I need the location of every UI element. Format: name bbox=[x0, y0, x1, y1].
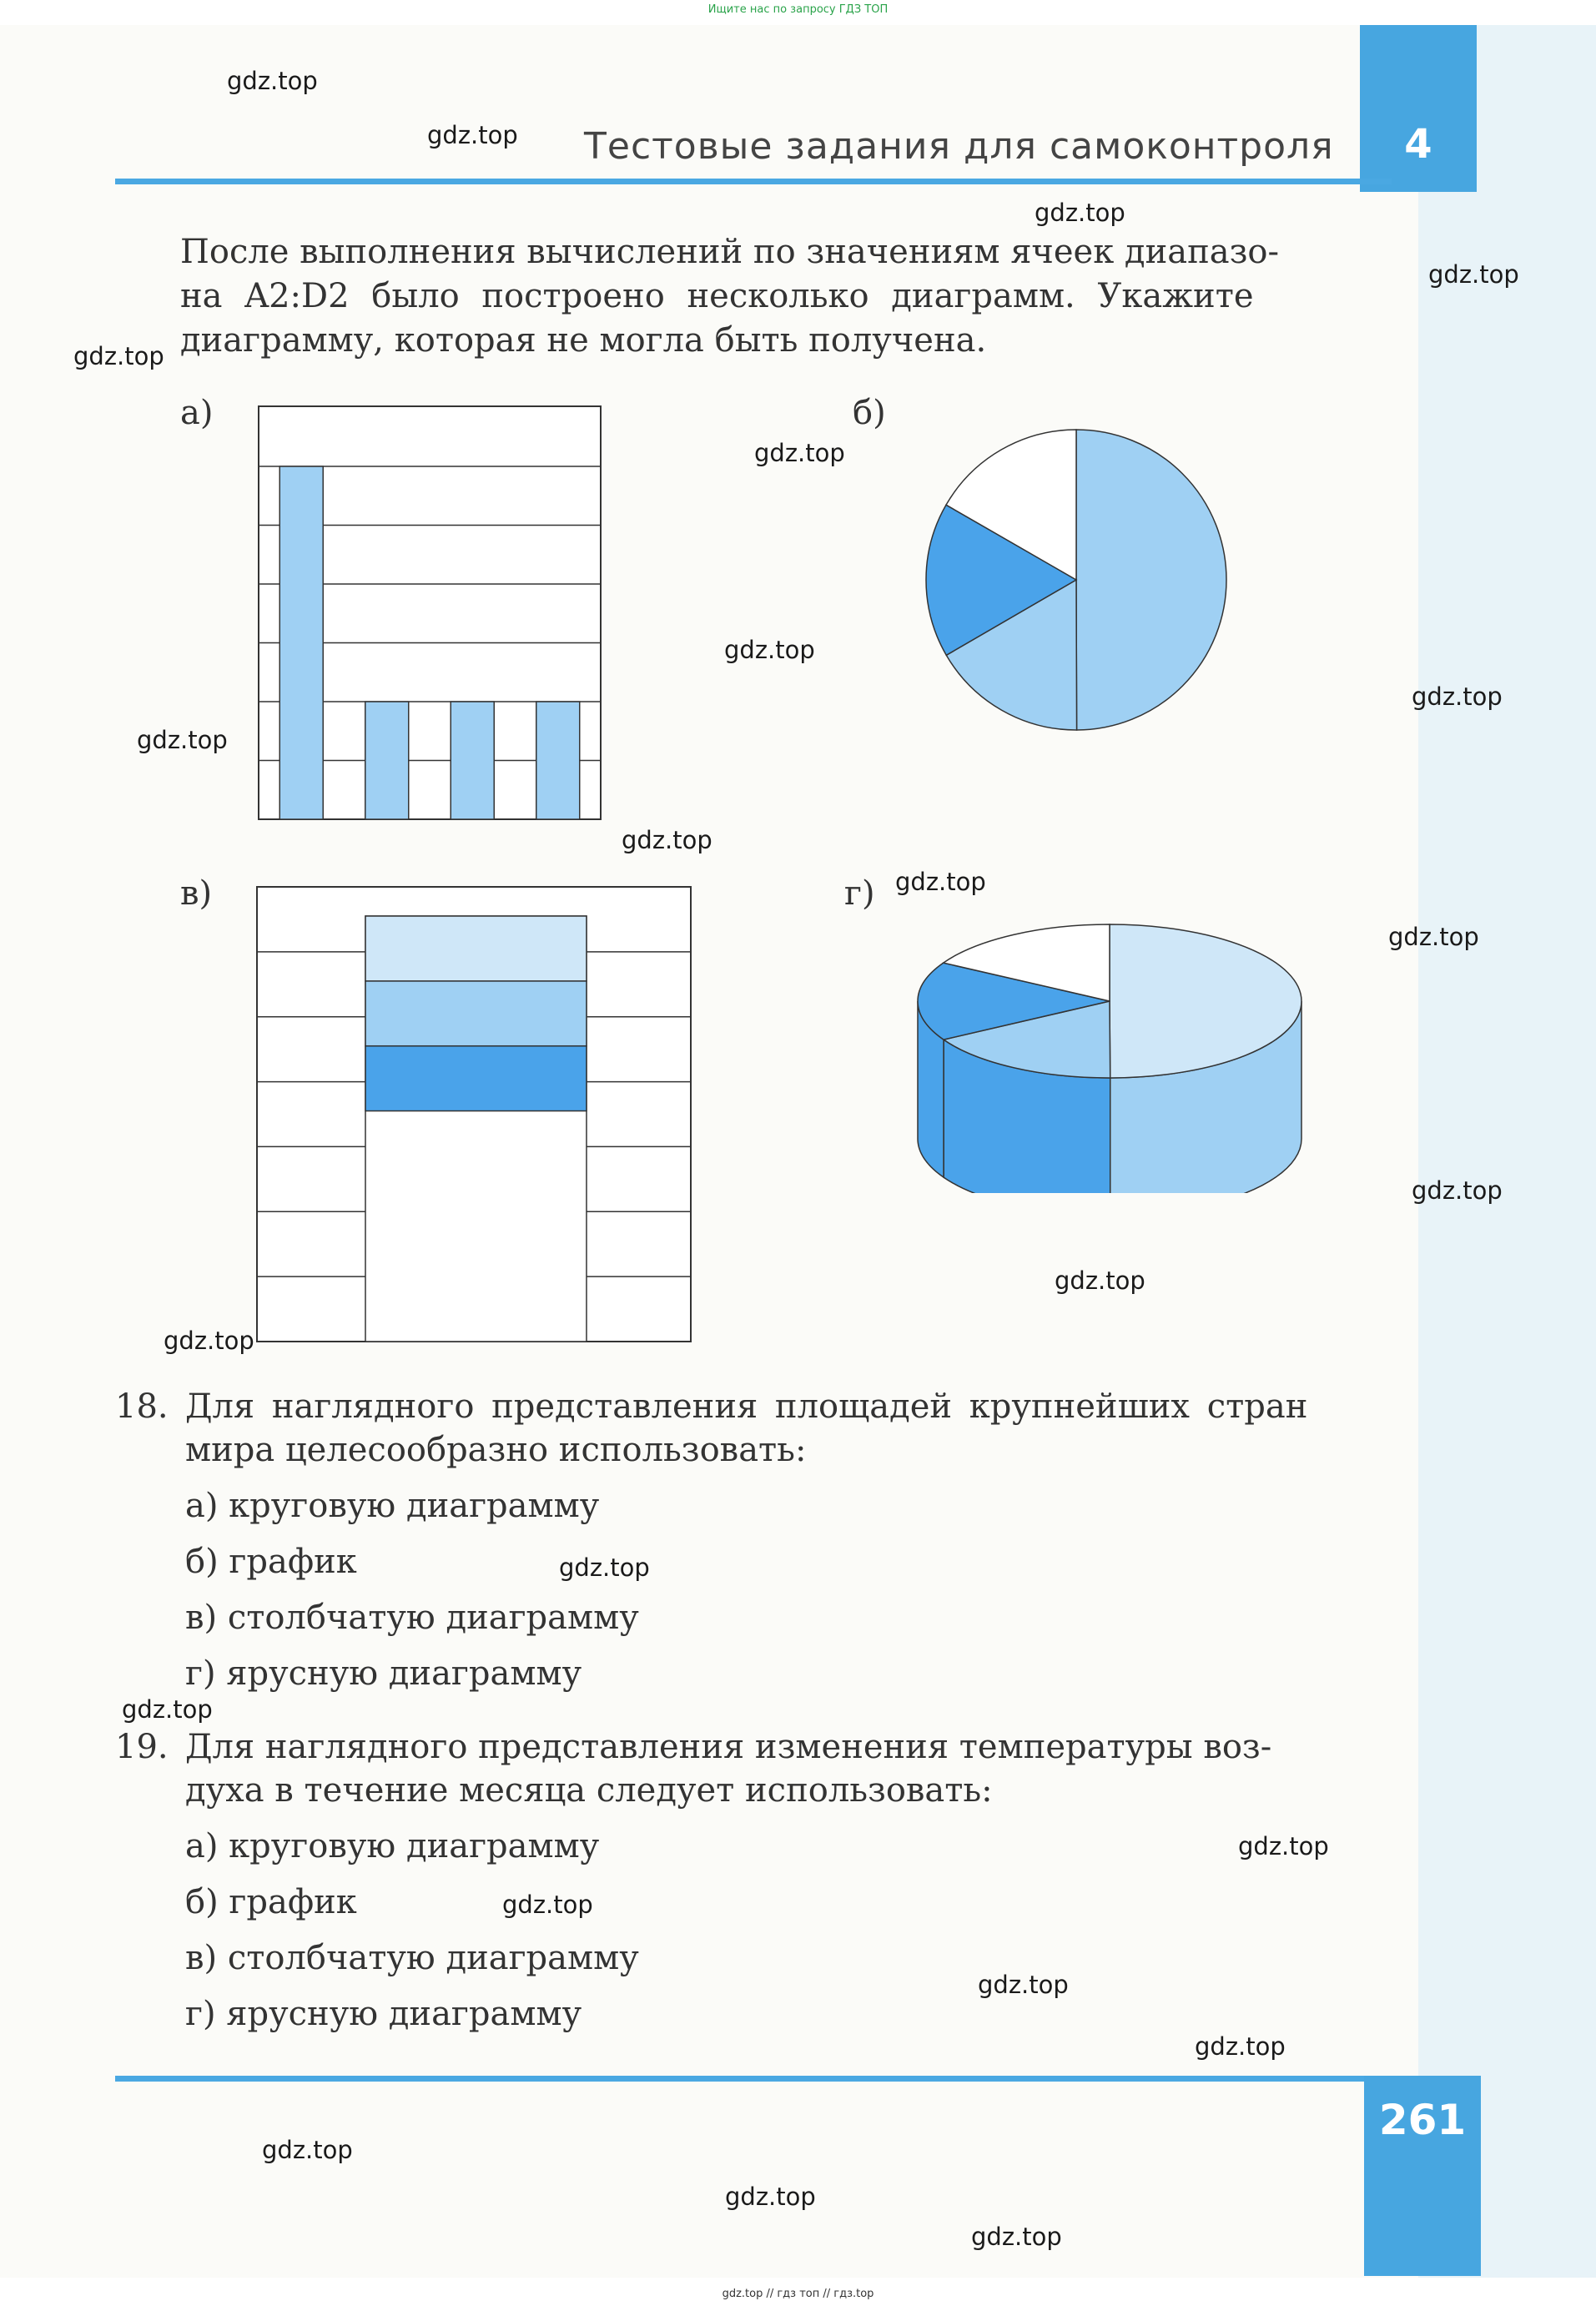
pie-slice bbox=[1076, 430, 1226, 730]
q18-line-1: Для наглядного представления площадей крупнейших стран bbox=[185, 1387, 1308, 1426]
header-divider bbox=[115, 179, 1392, 184]
intro-line-3: диаграмму, которая не могла быть получена. bbox=[180, 321, 987, 360]
watermark: gdz.top bbox=[1035, 199, 1125, 227]
bar bbox=[279, 466, 323, 819]
watermark: gdz.top bbox=[122, 1695, 213, 1724]
bar-chart-a bbox=[250, 402, 609, 828]
q19-number: 19. bbox=[115, 1728, 169, 1766]
pie3d-chart-g bbox=[909, 876, 1310, 1193]
bar bbox=[451, 702, 494, 819]
q19-option-a: а) круговую диаграмму bbox=[185, 1827, 600, 1865]
q19-option-b: б) график bbox=[185, 1883, 357, 1921]
watermark: gdz.top bbox=[262, 2136, 353, 2164]
stacked-chart-v bbox=[250, 880, 701, 1347]
q18-option-g: г) ярусную диаграмму bbox=[185, 1654, 582, 1693]
q18-option-b: б) график bbox=[185, 1543, 357, 1581]
top-note: Ищите нас по запросу ГДЗ ТОП bbox=[707, 3, 889, 16]
watermark: gdz.top bbox=[1238, 1832, 1329, 1860]
footer-divider bbox=[115, 2076, 1392, 2082]
margin-strip bbox=[1418, 25, 1596, 2278]
q18-option-v: в) столбчатую диаграмму bbox=[185, 1599, 639, 1637]
stack-segment bbox=[365, 916, 587, 981]
q19-option-v: в) столбчатую диаграмму bbox=[185, 1939, 639, 1977]
watermark: gdz.top bbox=[724, 636, 815, 664]
panel-label-a: а) bbox=[180, 394, 214, 432]
bar bbox=[365, 702, 409, 819]
watermark: gdz.top bbox=[978, 1971, 1069, 1999]
panel-label-v: в) bbox=[180, 874, 213, 913]
pie3d-slices bbox=[918, 924, 1301, 1193]
header-title: Тестовые задания для самоконтроля bbox=[584, 125, 1334, 168]
watermark: gdz.top bbox=[137, 726, 228, 754]
stack-segment bbox=[365, 1046, 587, 1111]
q18-option-a: а) круговую диаграмму bbox=[185, 1487, 600, 1525]
intro-line-1: После выполнения вычислений по значениям ячеек диапазо- bbox=[180, 233, 1279, 271]
page-number: 261 bbox=[1378, 2096, 1467, 2144]
watermark: gdz.top bbox=[754, 439, 845, 467]
watermark: gdz.top bbox=[1195, 2032, 1286, 2061]
watermark: gdz.top bbox=[1412, 682, 1503, 711]
stacked-bar bbox=[365, 916, 587, 1342]
panel-label-g: г) bbox=[844, 874, 875, 913]
q18-line-2: мира целесообразно использовать: bbox=[185, 1431, 807, 1469]
watermark: gdz.top bbox=[164, 1327, 254, 1355]
bottom-note: gdz.top // гдз топ // гдз.top bbox=[722, 2288, 874, 2300]
watermark: gdz.top bbox=[725, 2183, 816, 2211]
chapter-number: 4 bbox=[1404, 121, 1432, 168]
watermark: gdz.top bbox=[1412, 1176, 1503, 1205]
pie-chart-b bbox=[918, 421, 1235, 738]
watermark: gdz.top bbox=[622, 826, 712, 854]
stack-segment bbox=[365, 981, 587, 1046]
watermark: gdz.top bbox=[73, 342, 164, 370]
watermark: gdz.top bbox=[227, 67, 318, 95]
q19-option-g: г) ярусную диаграмму bbox=[185, 1995, 582, 2033]
watermark: gdz.top bbox=[1388, 923, 1479, 951]
pie-slices bbox=[926, 430, 1226, 730]
watermark: gdz.top bbox=[971, 2223, 1062, 2251]
watermark: gdz.top bbox=[1428, 260, 1519, 289]
q19-line-2: духа в течение месяца следует использовать: bbox=[185, 1771, 993, 1810]
watermark: gdz.top bbox=[427, 121, 518, 149]
q18-number: 18. bbox=[115, 1387, 169, 1426]
watermark: gdz.top bbox=[895, 868, 986, 896]
watermark: gdz.top bbox=[559, 1553, 650, 1582]
q19-line-1: Для наглядного представления изменения температуры воз- bbox=[185, 1728, 1272, 1766]
watermark: gdz.top bbox=[502, 1891, 593, 1919]
panel-label-b: б) bbox=[853, 394, 886, 432]
intro-line-2: на A2:D2 было построено несколько диаграмм. Укажите bbox=[180, 277, 1254, 315]
watermark: gdz.top bbox=[1055, 1266, 1145, 1295]
bar bbox=[536, 702, 580, 819]
